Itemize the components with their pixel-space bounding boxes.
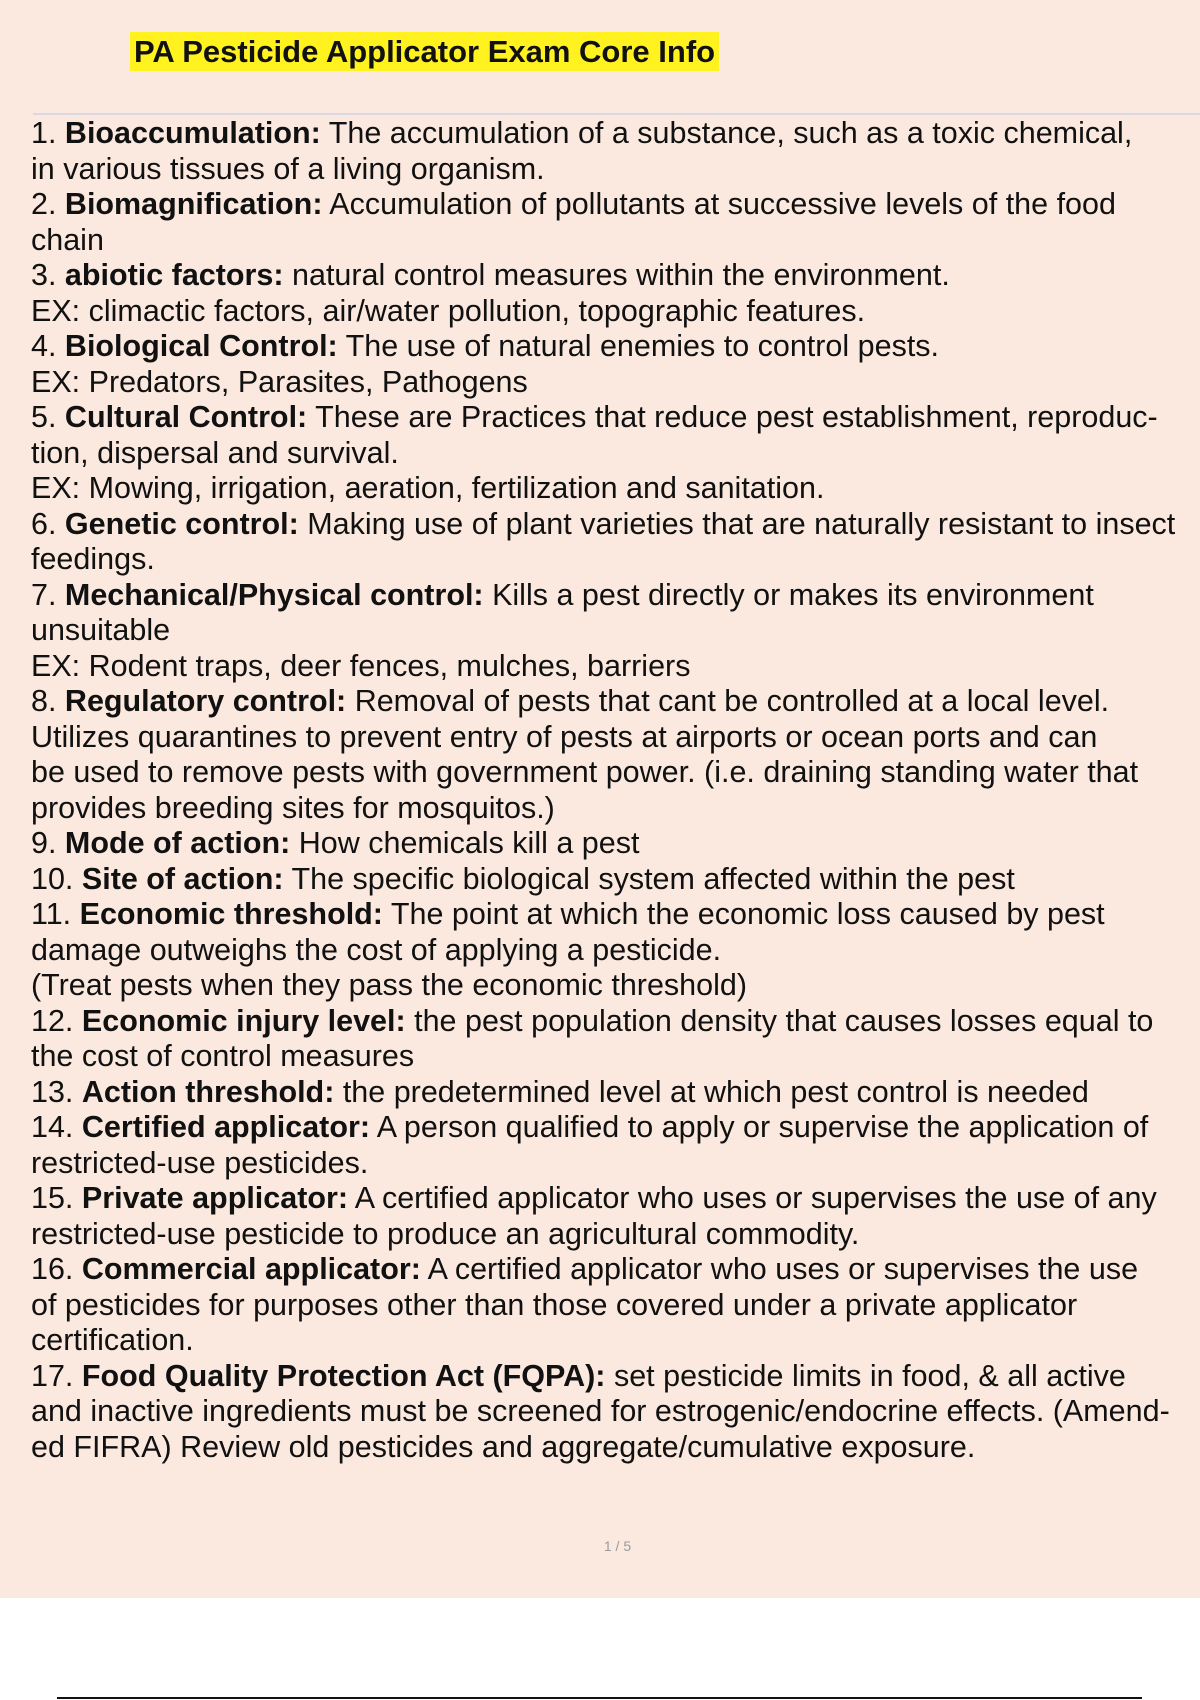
- item-number: 7.: [31, 577, 57, 612]
- text-line: [31, 436, 1200, 472]
- definition-text: restricted-use pesticide to produce an agricultural commodity.: [31, 1216, 860, 1251]
- text-line: [31, 187, 1200, 223]
- definition-text: damage outweighs the cost of applying a pesticide.: [31, 932, 722, 967]
- definition-text: EX: Rodent traps, deer fences, mulches, barriers: [31, 648, 691, 683]
- definition-text: in various tissues of a living organism.: [31, 151, 545, 186]
- definition-text: A person qualified to apply or supervise the application of: [370, 1110, 1149, 1144]
- definition-text: Removal of pests that cant be controlled at a local level.: [346, 684, 1110, 718]
- text-line: [31, 826, 1200, 862]
- term: Biological Control:: [64, 329, 338, 363]
- term: Regulatory control:: [64, 684, 347, 718]
- text-line: [31, 933, 1200, 969]
- text-line: [31, 1359, 1200, 1395]
- definition-text: restricted-use pesticides.: [31, 1145, 369, 1180]
- definition-text: How chemicals kill a pest: [290, 826, 640, 860]
- definition-text: provides breeding sites for mosquitos.): [31, 790, 555, 825]
- text-line: [31, 968, 1200, 1004]
- text-line: [31, 613, 1200, 649]
- text-line: [31, 1288, 1200, 1324]
- text-line: [31, 1075, 1200, 1111]
- term: Economic injury level:: [81, 1003, 406, 1038]
- definition-text: Making use of plant varieties that are naturally resistant to insect: [298, 506, 1176, 541]
- text-line: [31, 1394, 1200, 1430]
- definition-text: the pest population density that causes losses equal to: [405, 1003, 1154, 1038]
- definitions-list: [31, 116, 1200, 1465]
- term: Economic threshold:: [79, 897, 383, 931]
- definition-text: Kills a pest directly or makes its environment: [483, 577, 1094, 612]
- text-line: [31, 400, 1200, 436]
- definition-text: Accumulation of pollutants at successive levels of the food: [322, 187, 1116, 221]
- text-line: [31, 1252, 1200, 1288]
- definition-text: of pesticides for purposes other than those covered under a private applicator: [31, 1287, 1078, 1322]
- definition-text: EX: Predators, Parasites, Pathogens: [31, 364, 528, 399]
- text-line: [31, 578, 1200, 614]
- item-number: 6.: [31, 506, 57, 541]
- text-line: [31, 365, 1200, 401]
- term: abiotic factors:: [64, 258, 284, 292]
- term: Mode of action:: [64, 826, 291, 860]
- text-line: [31, 649, 1200, 685]
- definition-text: natural control measures within the environment.: [283, 258, 950, 292]
- text-line: [31, 1181, 1200, 1217]
- item-number: 11.: [31, 897, 72, 931]
- definition-text: tion, dispersal and survival.: [31, 435, 399, 470]
- definition-text: be used to remove pests with government power. (i.e. draining standing water that: [31, 755, 1139, 789]
- definition-text: A certified applicator who uses or supervises the use of any: [348, 1181, 1157, 1215]
- item-number: 9.: [31, 826, 57, 860]
- text-line: [31, 471, 1200, 507]
- text-line: [31, 684, 1200, 720]
- text-line: [31, 116, 1200, 152]
- text-line: [31, 1039, 1200, 1075]
- text-line: [31, 755, 1200, 791]
- definition-text: set pesticide limits in food, & all active: [605, 1358, 1126, 1393]
- item-number: 4.: [31, 329, 57, 363]
- term: Food Quality Protection Act (FQPA):: [81, 1358, 606, 1393]
- term: Private applicator:: [81, 1181, 349, 1215]
- item-number: 15.: [31, 1181, 74, 1215]
- term: Bioaccumulation:: [64, 116, 321, 150]
- text-line: [31, 542, 1200, 578]
- item-number: 10.: [31, 861, 74, 896]
- term: Biomagnification:: [64, 187, 323, 221]
- definition-text: the cost of control measures: [31, 1039, 415, 1073]
- definition-text: The point at which the economic loss caused by pest: [382, 897, 1105, 931]
- term: Action threshold:: [81, 1074, 335, 1109]
- item-number: 8.: [31, 684, 57, 718]
- definition-text: A certified applicator who uses or supervises the use: [420, 1252, 1139, 1286]
- text-line: [31, 507, 1200, 543]
- item-number: 1.: [31, 116, 57, 150]
- text-line: [31, 294, 1200, 330]
- definition-text: ed FIFRA) Review old pesticides and aggregate/cumulative exposure.: [31, 1429, 976, 1464]
- definition-text: certification.: [31, 1323, 194, 1357]
- item-number: 13.: [31, 1074, 74, 1109]
- definition-text: Utilizes quarantines to prevent entry of pests at airports or ocean ports and can: [31, 719, 1098, 754]
- text-line: [31, 1146, 1200, 1182]
- text-line: [31, 1217, 1200, 1253]
- term: Certified applicator:: [81, 1110, 370, 1144]
- definition-text: unsuitable: [31, 613, 171, 647]
- text-line: [31, 152, 1200, 188]
- bottom-divider: [57, 1697, 1142, 1699]
- definition-text: feedings.: [31, 542, 155, 576]
- item-number: 3.: [31, 258, 57, 292]
- definition-text: chain: [31, 222, 104, 257]
- definition-text: EX: Mowing, irrigation, aeration, fertilization and sanitation.: [31, 471, 825, 505]
- term: Cultural Control:: [64, 400, 308, 434]
- text-line: [31, 862, 1200, 898]
- text-line: [31, 1004, 1200, 1040]
- header-divider: [33, 113, 1200, 115]
- term: Commercial applicator:: [81, 1252, 421, 1286]
- text-line: [31, 720, 1200, 756]
- definition-text: the predetermined level at which pest control is needed: [334, 1074, 1089, 1109]
- text-line: [31, 1430, 1200, 1466]
- text-line: [31, 223, 1200, 259]
- item-number: 16.: [31, 1252, 74, 1286]
- item-number: 12.: [31, 1003, 74, 1038]
- text-line: [31, 897, 1200, 933]
- text-line: [31, 1110, 1200, 1146]
- text-line: [31, 329, 1200, 365]
- item-number: 14.: [31, 1110, 74, 1144]
- item-number: 17.: [31, 1358, 74, 1393]
- page-number: 1 / 5: [603, 1538, 632, 1554]
- definition-text: (Treat pests when they pass the economic threshold): [31, 968, 747, 1002]
- text-line: [31, 1323, 1200, 1359]
- definition-text: These are Practices that reduce pest establishment, reproduc-: [307, 400, 1158, 434]
- text-line: [31, 791, 1200, 827]
- item-number: 5.: [31, 400, 57, 434]
- term: Genetic control:: [64, 506, 299, 541]
- title-block: [130, 32, 719, 72]
- definition-text: and inactive ingredients must be screened for estrogenic/endocrine effects. (Amend-: [31, 1394, 1170, 1428]
- text-line: [31, 258, 1200, 294]
- item-number: 2.: [31, 187, 57, 221]
- definition-text: EX: climactic factors, air/water pollution, topographic features.: [31, 293, 866, 328]
- definition-text: The use of natural enemies to control pests.: [337, 329, 940, 363]
- term: Site of action:: [81, 861, 284, 896]
- page-title: PA Pesticide Applicator Exam Core Info: [130, 32, 719, 71]
- term: Mechanical/Physical control:: [64, 577, 484, 612]
- definition-text: The specific biological system affected within the pest: [283, 861, 1015, 896]
- definition-text: The accumulation of a substance, such as a toxic chemical,: [320, 116, 1133, 150]
